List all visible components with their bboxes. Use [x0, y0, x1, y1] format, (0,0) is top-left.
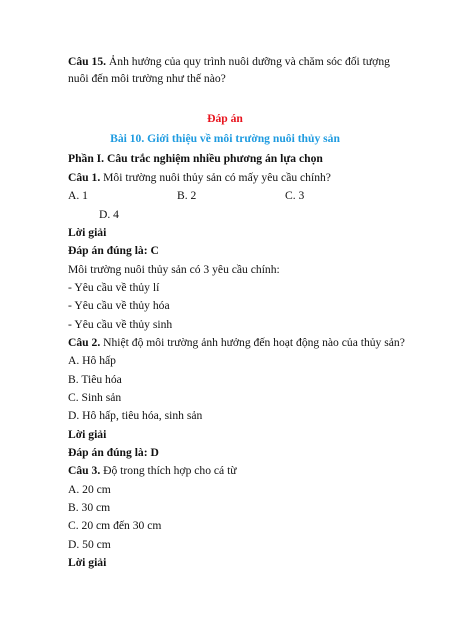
- answer-heading: Đáp án: [207, 112, 243, 125]
- question-1: [68, 171, 331, 185]
- question-15-text-line1: Ảnh hưởng của quy trình nuôi dưỡng và chăm sóc đối tượng: [106, 55, 390, 68]
- question-3-text: Độ trong thích hợp cho cá từ: [100, 464, 237, 477]
- question-2-solution-label: Lời giải: [68, 428, 107, 441]
- question-2: [68, 336, 405, 350]
- question-3-option-c: C. 20 cm đến 30 cm: [68, 519, 162, 532]
- question-1-option-a: A. 1: [68, 189, 88, 202]
- part-title: Phần I. Câu trắc nghiệm nhiều phương án lựa chọn: [68, 152, 323, 165]
- question-1-text: Môi trường nuôi thủy sản có mấy yêu cầu chính?: [100, 171, 331, 184]
- question-1-explanation: Môi trường nuôi thủy sản có 3 yêu cầu chính:: [68, 263, 280, 276]
- question-1-solution-label: Lời giải: [68, 226, 107, 239]
- question-15: [68, 55, 390, 69]
- question-1-answer: Đáp án đúng là: C: [68, 244, 159, 257]
- question-2-option-d: D. Hô hấp, tiêu hóa, sinh sản: [68, 409, 203, 422]
- question-2-option-b: B. Tiêu hóa: [68, 373, 122, 386]
- question-1-option-b: B. 2: [177, 189, 197, 202]
- question-15-text-line2: nuôi đến môi trường như thế nào?: [68, 72, 226, 85]
- question-3-option-a: A. 20 cm: [68, 483, 111, 496]
- question-1-label: Câu 1.: [68, 171, 101, 184]
- question-3-option-d: D. 50 cm: [68, 538, 111, 551]
- question-3-solution-label: Lời giải: [68, 556, 107, 569]
- question-2-option-a: A. Hô hấp: [68, 354, 116, 367]
- question-1-bullet-2: - Yêu cầu về thủy hóa: [68, 299, 170, 312]
- question-2-answer: Đáp án đúng là: D: [68, 446, 159, 459]
- question-1-option-c: C. 3: [285, 189, 305, 202]
- question-2-option-c: C. Sinh sản: [68, 391, 122, 404]
- question-3: [68, 464, 237, 478]
- question-2-label: Câu 2.: [68, 336, 101, 349]
- question-1-bullet-3: - Yêu cầu về thủy sinh: [68, 318, 173, 331]
- question-3-label: Câu 3.: [68, 464, 101, 477]
- question-3-option-b: B. 30 cm: [68, 501, 111, 514]
- question-2-text: Nhiệt độ môi trường ảnh hưởng đến hoạt động nào của thủy sản?: [100, 336, 405, 349]
- question-1-bullet-1: - Yêu cầu về thủy lí: [68, 281, 160, 294]
- question-15-label: Câu 15.: [68, 55, 107, 68]
- lesson-title: Bài 10. Giới thiệu về môi trường nuôi thủy sản: [110, 132, 340, 145]
- question-1-option-d: D. 4: [99, 208, 119, 221]
